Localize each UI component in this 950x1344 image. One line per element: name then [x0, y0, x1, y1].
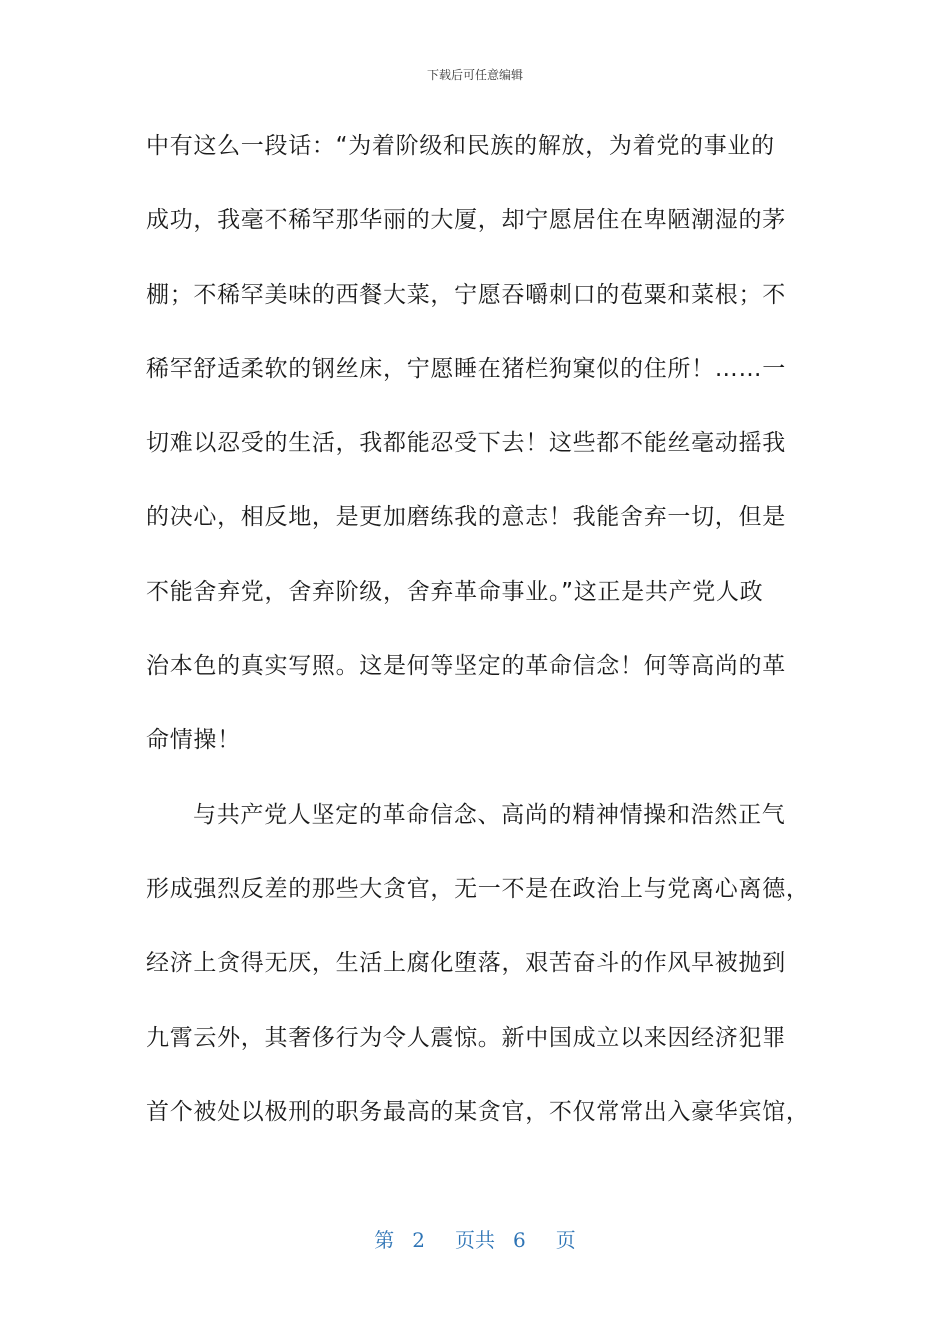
footer-label-of: 页共	[455, 1228, 495, 1252]
document-body	[146, 125, 810, 1165]
text-line: 形成强烈反差的那些大贪官，无一不是在政治上与党离心离德，	[146, 875, 810, 902]
text-line: 中有这么一段话：“为着阶级和民族的解放，为着党的事业的	[146, 133, 775, 159]
text-line: 不能舍弃党，舍弃阶级，舍弃革命事业。”这正是共产党人政	[146, 578, 764, 605]
page-footer	[0, 1224, 950, 1253]
footer-label-page: 第	[374, 1228, 395, 1252]
text-line: 成功，我毫不稀罕那华丽的大厦，却宁愿居住在卑陋潮湿的茅	[146, 207, 786, 234]
text-line: 棚；不稀罕美味的西餐大菜，宁愿吞嚼刺口的苞粟和菜根；不	[146, 281, 786, 308]
total-pages-number: 6	[513, 1228, 526, 1252]
current-page-number: 2	[412, 1228, 425, 1252]
text-line: 九霄云外，其奢侈行为令人震惊。新中国成立以来因经济犯罪	[146, 1024, 786, 1051]
text-line: 的决心，相反地，是更加磨练我的意志！我能舍弃一切，但是	[146, 504, 786, 531]
footer-label-end: 页	[555, 1228, 576, 1252]
text-line: 命情操！	[146, 727, 241, 754]
text-line: 稀罕舒适柔软的钢丝床，宁愿睡在猪栏狗窠似的住所！……一	[146, 355, 786, 382]
text-line: 切难以忍受的生活，我都能忍受下去！这些都不能丝毫动摇我	[146, 430, 786, 457]
paragraph-first-line: 与共产党人坚定的革命信念、高尚的精神情操和浩然正气	[193, 801, 786, 828]
text-line: 首个被处以极刑的职务最高的某贪官，不仅常常出入豪华宾馆，	[146, 1098, 810, 1125]
text-line: 治本色的真实写照。这是何等坚定的革命信念！何等高尚的革	[146, 653, 786, 680]
page-header-note: 下载后可任意编辑	[426, 68, 523, 82]
text-line: 经济上贪得无厌，生活上腐化堕落，艰苦奋斗的作风早被抛到	[146, 950, 786, 977]
